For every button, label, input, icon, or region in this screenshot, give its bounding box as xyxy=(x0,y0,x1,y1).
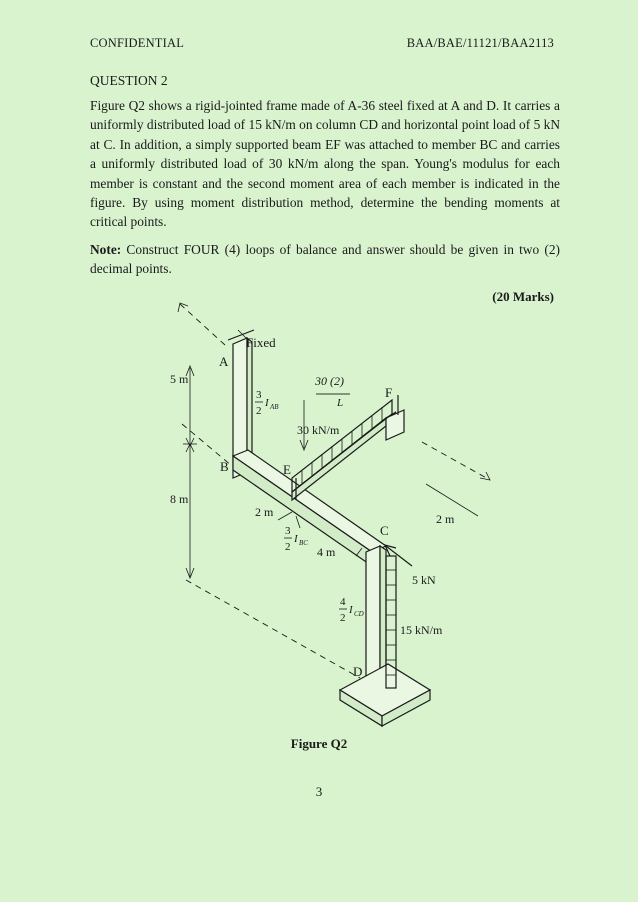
inertia-ab-num: 3 xyxy=(256,389,262,401)
inertia-bc-sub: BC xyxy=(299,539,308,547)
label-fixed: Fixed xyxy=(246,335,276,350)
label-e: E xyxy=(283,462,291,477)
dim-4m: 4 m xyxy=(317,545,336,559)
inertia-cd-sub: CD xyxy=(354,610,364,618)
dim-bc-tick-2m xyxy=(278,512,292,520)
figure-caption: Figure Q2 xyxy=(290,736,348,751)
page-number: 3 xyxy=(315,784,323,799)
inertia-ab-sym: I xyxy=(265,397,269,409)
leader-arrow-top xyxy=(178,303,188,312)
inertia-bc-den: 2 xyxy=(285,541,291,553)
label-b: B xyxy=(220,459,229,474)
inertia-cd xyxy=(339,596,364,624)
question-title: QUESTION 2 xyxy=(90,73,168,88)
leader-dash-d xyxy=(186,580,363,679)
dim-2m-bc: 2 m xyxy=(255,505,274,519)
handwritten-note: 30 (2) xyxy=(315,374,344,388)
dim-bc-tick-e xyxy=(296,516,300,528)
load-cd-label: 15 kN/m xyxy=(400,623,443,637)
handwritten-note-mark: L xyxy=(337,397,344,409)
support-f-block xyxy=(386,410,404,440)
beam-bc-front xyxy=(233,456,372,566)
dim-8m-label: 8 m xyxy=(170,492,189,506)
inertia-bc-sym: I xyxy=(294,533,298,545)
inertia-bc xyxy=(284,525,308,553)
leader-dash-f xyxy=(422,442,490,480)
beam-bc-top xyxy=(233,450,386,552)
note-text: Construct FOUR (4) loops of balance and answer should be given in two (2) decimal points. xyxy=(90,242,560,277)
label-f: F xyxy=(385,385,393,400)
inertia-ab-sub: AB xyxy=(270,403,279,411)
inertia-ab xyxy=(255,389,279,417)
label-a: A xyxy=(219,354,229,369)
dim-2m-ef: 2 m xyxy=(436,512,455,526)
inertia-bc-num: 3 xyxy=(285,525,291,537)
udl-ef-ticks xyxy=(302,407,382,484)
dim-5m-label: 5 m xyxy=(170,372,189,386)
question-body: Figure Q2 shows a rigid-jointed frame made of A-36 steel fixed at A and D. It carries a uniformly distributed load of 15 kN/m on column CD and horizontal point load of 5 kN at C. In addition, a simply supported beam EF was attached to member BC and carries a uniformly distributed load of 30 kN/m along the span. Young's modulus for each member is constant and the second moment area of each member is indicated in the figure. By using moment distribution method, determine the bending moments at critical points. xyxy=(90,98,560,230)
header-course-code: BAA/BAE/11121/BAA2113 xyxy=(406,36,554,50)
label-c: C xyxy=(380,523,389,538)
load-ef-label: 30 kN/m xyxy=(297,423,340,437)
leader-dash-top xyxy=(180,304,225,345)
udl-cd-ticks xyxy=(386,570,396,675)
marks: (20 Marks) xyxy=(492,289,554,304)
note-label: Note: xyxy=(90,242,122,257)
inertia-ab-den: 2 xyxy=(256,405,262,417)
header-confidential: CONFIDENTIAL xyxy=(90,36,185,50)
label-d: D xyxy=(353,664,363,679)
inertia-cd-num: 4 xyxy=(340,596,346,608)
inertia-cd-den: 2 xyxy=(340,612,346,624)
load-c-label: 5 kN xyxy=(412,573,436,587)
leader-arrow-f xyxy=(480,472,490,480)
inertia-cd-sym: I xyxy=(349,604,353,616)
